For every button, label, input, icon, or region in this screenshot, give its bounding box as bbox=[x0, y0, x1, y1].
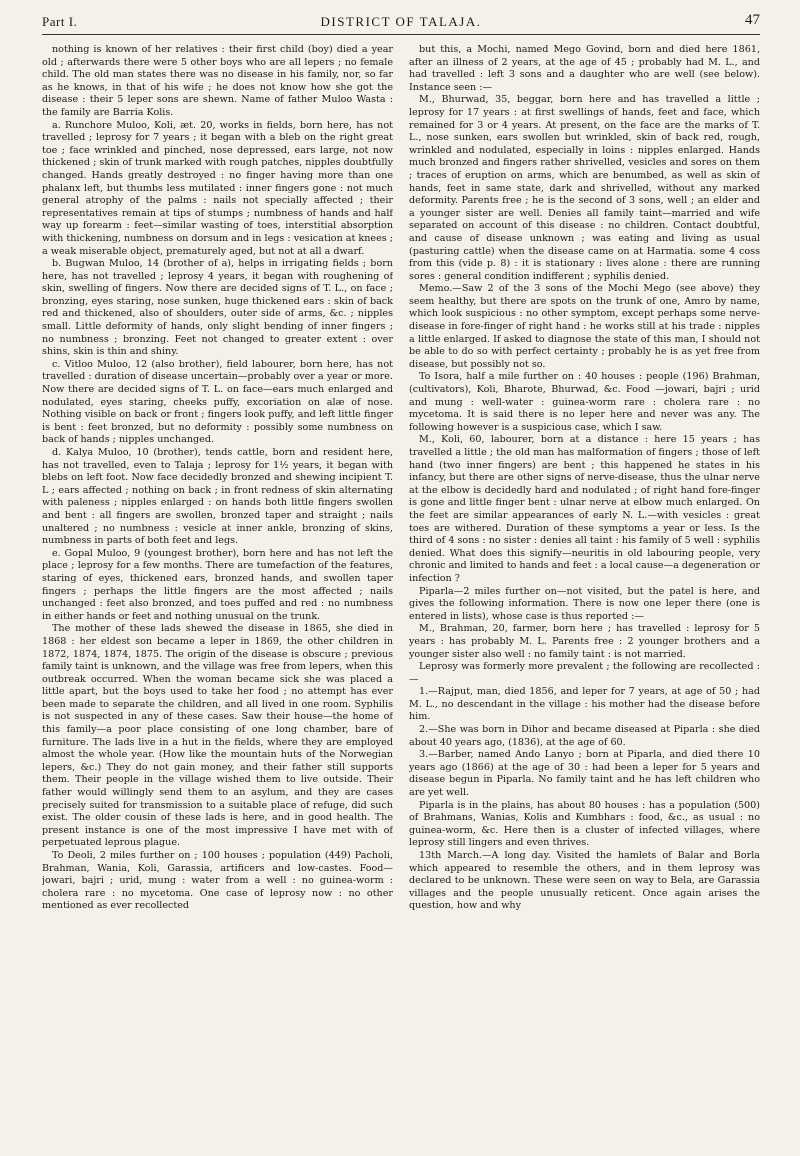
part-label: Part I. bbox=[42, 14, 78, 29]
right-column bbox=[409, 44, 760, 1148]
paragraph: a. Runchore Muloo, Koli, æt. 20, works in fields, born here, has not travelled ; leprosy for 7 years ; it began with a bleb on the right great toe ; face wrinkled and pinched, nose depressed, ears large, not now thickened ; skin of trunk marked with rough patches, nipples doubtfully changed. Hands greatly destroyed : no finger having more than one phalanx left, but thumbs less mutilated : inner fingers gone : not much general atrophy of the palms : nails not specially affected ; their representatives remain at tips of stumps ; numbness of hands and half way up forearm : feet—similar wasting of toes, interstitial absorption with thickening, numbness on dorsum and in legs : vesication at knees ; a weak miserable object, prematurely aged, but not at all a dwarf. bbox=[42, 119, 393, 257]
paragraph: The mother of these lads shewed the disease in 1865, she died in 1868 : her eldest son became a leper in 1869, the other children in 1872, 1874, 1874, 1875. The origin of the disease is obscure ; previous family taint is unknown, and the village was free from lepers, when this outbreak occurred. When the woman became sick she was placed a little apart, but the boys used to take her food ; no attempt has ever been made to separate the children, and all lived in one room. Syphilis is not suspected in any of these cases. Saw their house—the home of this family—a poor place consisting of one long chamber, bare of furniture. The lads live in a hut in the fields, where they are employed almost the whole year. (How like the mountain huts of the Norwegian lepers, &c.) They do not gain money, and their father still supports them. Their people in the village wished them to live outside. Their father would willingly send them to an asylum, and they are cases precisely suited for transmission to a suitable place of refuge, did such exist. The older cousin of these lads is here, and in good health. The present instance is one of the most impressive I have met with of perpetuated leprous plague. bbox=[42, 623, 393, 849]
paragraph: Piparla is in the plains, has about 80 houses : has a population (500) of Brahmans, Wanias, Kolis and Kumbhars : food, &c., as usual : no guinea-worm, &c. Here then is a cluster of infected villages, where leprosy still lingers and even thrives. bbox=[409, 799, 760, 849]
paragraph: M., Brahman, 20, farmer, born here ; has travelled : leprosy for 5 years : has probably M. L. Parents free : 2 younger brothers and a younger sister also well : no family taint : is not married. bbox=[409, 623, 760, 660]
paragraph: Memo.—Saw 2 of the 3 sons of the Mochi Mego (see above) they seem healthy, but there are spots on the trunk of one, Amro by name, which look suspicious : no other symptom, except perhaps some nerve-disease in fore-finger of right hand : he works still at his trade : nipples a little enlarged. If asked to diagnose the state of this man, I should not be able to do so with perfect certainty ; probably he is as yet free from disease, but possibly not so. bbox=[409, 283, 760, 370]
paragraph: 1.—Rajput, man, died 1856, and leper for 7 years, at age of 50 ; had M. L., no descendant in the village : his mother had the disease before him. bbox=[409, 686, 760, 723]
paragraph: b. Bugwan Muloo, 14 (brother of a), helps in irrigating fields ; born here, has not travelled ; leprosy 4 years, it began with roughening of skin, swelling of fingers. Now there are decided signs of T. L., on face ; bronzing, eyes staring, nose sunken, huge thickened ears : skin of back red and thickened, also of shoulders, outer side of arms, &c. ; nipples small. Little deformity of hands, only slight bending of inner fingers ; no numbness ; bronzing. Feet not changed to greater extent : over shins, skin is thin and shiny. bbox=[42, 258, 393, 358]
paragraph: Leprosy was formerly more prevalent ; the following are recollected :— bbox=[409, 661, 760, 685]
running-title: DISTRICT OF TALAJA. bbox=[320, 14, 482, 29]
page-number: 47 bbox=[745, 12, 760, 28]
paragraph: 2.—She was born in Dihor and became diseased at Piparla : she died about 40 years ago, (1836), at the age of 60. bbox=[409, 724, 760, 748]
paragraph: c. Vitloo Muloo, 12 (also brother), field labourer, born here, has not travelled : duration of disease uncertain—probably over a year or more. Now there are decided signs of T. L. on face—ears much enlarged and nodulated, eyes staring, cheeks puffy, excoriation on alæ of nose. Nothing visible on back or front ; fingers look puffy, and left little finger is bent : feet bronzed, but no deformity : possibly some numbness on back of hands ; nipples unchanged. bbox=[42, 358, 393, 446]
paragraph: 13th March.—A long day. Visited the hamlets of Balar and Borla which appeared to resemble the others, and in them leprosy was declared to be unknown. These were seen on way to Bela, are Garassia villages and the people unusually reticent. Once again arises the question, how and why bbox=[409, 850, 760, 912]
paragraph: but this, a Mochi, named Mego Govind, born and died here 1861, after an illness of 2 years, at the age of 45 ; probably had M. L., and had travelled : left 3 sons and a daughter who are well (see below). Instance seen :— bbox=[409, 44, 760, 93]
paragraph: To Deoli, 2 miles further on ; 100 houses ; population (449) Pacholi, Brahman, Wania, Koli, Garassia, artificers and low-castes. Food—jowari, bajri ; urid, mung : water from a well : no guinea-worm : cholera rare : no mycetoma. One case of leprosy now : no other mentioned as ever recollected bbox=[42, 850, 393, 912]
paragraph: M., Koli, 60, labourer, born at a distance : here 15 years ; has travelled a little ; the old man has malformation of fingers ; those of left hand (two inner fingers) are bent ; this happened he states in his infancy, but there are other signs of nerve-disease, thus the ulnar nerve at the elbow is decidedly hard and nodulated ; of right hand fore-finger is gone and little finger bent : ulnar nerve at elbow much enlarged. On the feet are similar appearances of early N. L.—with vesicles : great toes are withered. Duration of these symptoms a year or less. Is the third of 4 sons : no sister : denies all taint : his family of 5 well : syphilis denied. What does this signify—neuritis in old labouring people, very chronic and limited to hands and feet : a local cause—a degeneration or infection ? bbox=[409, 434, 760, 584]
paragraph: d. Kalya Muloo, 10 (brother), tends cattle, born and resident here, has not travelled, even to Talaja ; leprosy for 1½ years, it began with blebs on left foot. Now face decidedly bronzed and shewing incipient T. L ; ears affected ; nothing on back ; in front redness of skin alternating with paleness ; nipples enlarged : on hands both little fingers swollen and bent : all fingers are swollen, bronzed taper and straight ; nails unaltered ; no numbness : vesicle at inner ankle, bronzing of skins, numbness in parts of both feet and legs. bbox=[42, 447, 393, 547]
page-header bbox=[42, 12, 760, 32]
paragraph: Piparla—2 miles further on—not visited, but the patel is here, and gives the following information. There is now one leper there (one is entered in lists), whose case is thus reported :— bbox=[409, 585, 760, 622]
paragraph: M., Bhurwad, 35, beggar, born here and has travelled a little ; leprosy for 17 years : at first swellings of hands, feet and face, which remained for 3 or 4 years. At present, on the face are the marks of T. L., nose sunken, ears swollen but wrinkled, skin of back red, rough, wrinkled and nodulated, especially in loins : nipples enlarged. Hands much bronzed and fingers rather shrivelled, vesicles and sores on them ; traces of eruption on arms, which are benumbed, as well as skin of hands, feet in same state, dark and shrivelled, without any marked deformity. Parents free ; he is the second of 3 sons, well ; an elder and a younger sister are well. Denies all family taint—married and wife separated on account of this disease : no children. Contact doubtful, and cause of disease unknown ; was eating and living as usual (pasturing cattle) when the disease came on at Harmatia. some 4 coss from this (vide p. 8) : it is stationary : lives alone : there are running sores : general condition indifferent ; syphilis denied. bbox=[409, 94, 760, 282]
text-columns bbox=[42, 44, 760, 1148]
paragraph: e. Gopal Muloo, 9 (youngest brother), born here and has not left the place ; leprosy for a few months. There are tumefaction of the features, staring of eyes, thickened ears, bronzed hands, and swollen taper fingers ; perhaps the little fingers are the most affected ; nails unchanged : feet also bronzed, and toes puffed and red : no numbness in either hands or feet and nothing unusual on the trunk. bbox=[42, 547, 393, 622]
paragraph: nothing is known of her relatives : their first child (boy) died a year old ; afterwards there were 5 other boys who are all lepers ; no female child. The old man states there was no disease in his family, nor, so far as he knows, in that of his wife ; he does not know how she got the disease : their 5 leper sons are shewn. Name of father Muloo Wasta : the family are Barria Kolis. bbox=[42, 44, 393, 118]
header-rule bbox=[42, 34, 760, 35]
paragraph: 3.—Barber, named Ando Lanyo ; born at Piparla, and died there 10 years ago (1866) at the age of 30 : had been a leper for 5 years and disease begun in Piparla. No family taint and he has left children who are yet well. bbox=[409, 749, 760, 799]
paragraph: To Isora, half a mile further on : 40 houses : people (196) Brahman, (cultivators), Koli, Bharote, Bhurwad, &c. Food —jowari, bajri ; urid and mung : well-water : guinea-worm rare : cholera rare : no mycetoma. It is said there is no leper here and never was any. The following however is a suspicious case, which I saw. bbox=[409, 371, 760, 433]
left-column bbox=[42, 44, 393, 1148]
